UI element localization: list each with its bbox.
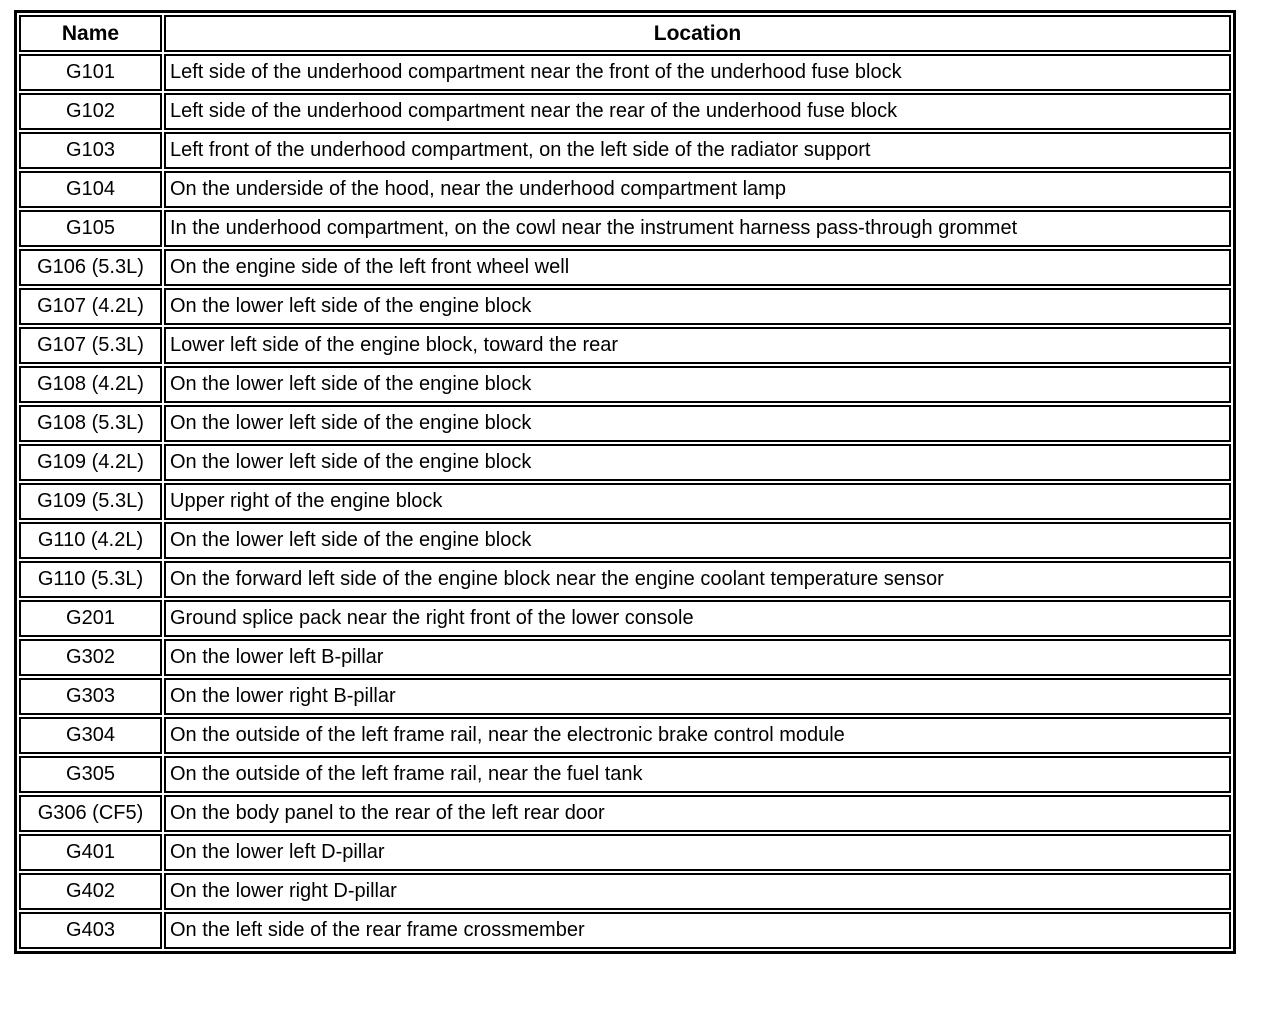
- name-cell: G109 (5.3L): [19, 483, 162, 520]
- name-cell: G306 (CF5): [19, 795, 162, 832]
- name-cell: G107 (5.3L): [19, 327, 162, 364]
- location-cell: On the lower left side of the engine block: [164, 405, 1231, 442]
- table-row: [19, 249, 1231, 286]
- location-cell: On the engine side of the left front wheel well: [164, 249, 1231, 286]
- location-cell: On the lower left side of the engine block: [164, 522, 1231, 559]
- location-cell: On the lower left side of the engine block: [164, 288, 1231, 325]
- table-row: [19, 210, 1231, 247]
- table-row: [19, 678, 1231, 715]
- location-cell: On the lower left side of the engine block: [164, 366, 1231, 403]
- name-cell: G201: [19, 600, 162, 637]
- name-cell: G105: [19, 210, 162, 247]
- name-cell: G101: [19, 54, 162, 91]
- location-cell: On the outside of the left frame rail, near the electronic brake control module: [164, 717, 1231, 754]
- table-row: [19, 717, 1231, 754]
- name-cell: G403: [19, 912, 162, 949]
- location-cell: Left side of the underhood compartment near the front of the underhood fuse block: [164, 54, 1231, 91]
- location-cell: On the underside of the hood, near the underhood compartment lamp: [164, 171, 1231, 208]
- name-cell: G110 (4.2L): [19, 522, 162, 559]
- name-cell: G110 (5.3L): [19, 561, 162, 598]
- name-column-header: Name: [19, 15, 162, 52]
- table-row: [19, 639, 1231, 676]
- name-cell: G104: [19, 171, 162, 208]
- table-row: [19, 366, 1231, 403]
- location-cell: Ground splice pack near the right front of the lower console: [164, 600, 1231, 637]
- location-cell: Lower left side of the engine block, toward the rear: [164, 327, 1231, 364]
- name-cell: G109 (4.2L): [19, 444, 162, 481]
- location-column-header: Location: [164, 15, 1231, 52]
- name-cell: G304: [19, 717, 162, 754]
- location-cell: Left side of the underhood compartment near the rear of the underhood fuse block: [164, 93, 1231, 130]
- location-cell: On the lower right D-pillar: [164, 873, 1231, 910]
- table-body: [19, 54, 1231, 949]
- table-row: [19, 483, 1231, 520]
- location-cell: On the body panel to the rear of the left rear door: [164, 795, 1231, 832]
- location-cell: On the outside of the left frame rail, near the fuel tank: [164, 756, 1231, 793]
- name-cell: G401: [19, 834, 162, 871]
- table-row: [19, 405, 1231, 442]
- name-cell: G106 (5.3L): [19, 249, 162, 286]
- location-cell: On the left side of the rear frame crossmember: [164, 912, 1231, 949]
- name-cell: G402: [19, 873, 162, 910]
- name-cell: G303: [19, 678, 162, 715]
- table-row: [19, 522, 1231, 559]
- location-cell: On the lower right B-pillar: [164, 678, 1231, 715]
- header-row: [19, 15, 1231, 52]
- location-cell: On the lower left B-pillar: [164, 639, 1231, 676]
- location-cell: Upper right of the engine block: [164, 483, 1231, 520]
- table-header: [19, 15, 1231, 52]
- name-cell: G305: [19, 756, 162, 793]
- table-row: [19, 132, 1231, 169]
- table-row: [19, 834, 1231, 871]
- name-cell: G107 (4.2L): [19, 288, 162, 325]
- location-cell: In the underhood compartment, on the cowl near the instrument harness pass-through grommet: [164, 210, 1231, 247]
- location-cell: On the forward left side of the engine block near the engine coolant temperature sensor: [164, 561, 1231, 598]
- location-cell: On the lower left side of the engine block: [164, 444, 1231, 481]
- ground-locations-table: [14, 10, 1236, 954]
- name-cell: G102: [19, 93, 162, 130]
- name-cell: G302: [19, 639, 162, 676]
- table-row: [19, 54, 1231, 91]
- location-cell: Left front of the underhood compartment, on the left side of the radiator support: [164, 132, 1231, 169]
- name-cell: G108 (5.3L): [19, 405, 162, 442]
- table-row: [19, 288, 1231, 325]
- table-row: [19, 912, 1231, 949]
- name-cell: G108 (4.2L): [19, 366, 162, 403]
- name-cell: G103: [19, 132, 162, 169]
- table-row: [19, 600, 1231, 637]
- table-row: [19, 756, 1231, 793]
- table-row: [19, 561, 1231, 598]
- table-row: [19, 327, 1231, 364]
- table-row: [19, 444, 1231, 481]
- table-row: [19, 873, 1231, 910]
- location-cell: On the lower left D-pillar: [164, 834, 1231, 871]
- table-row: [19, 795, 1231, 832]
- table-row: [19, 171, 1231, 208]
- table-row: [19, 93, 1231, 130]
